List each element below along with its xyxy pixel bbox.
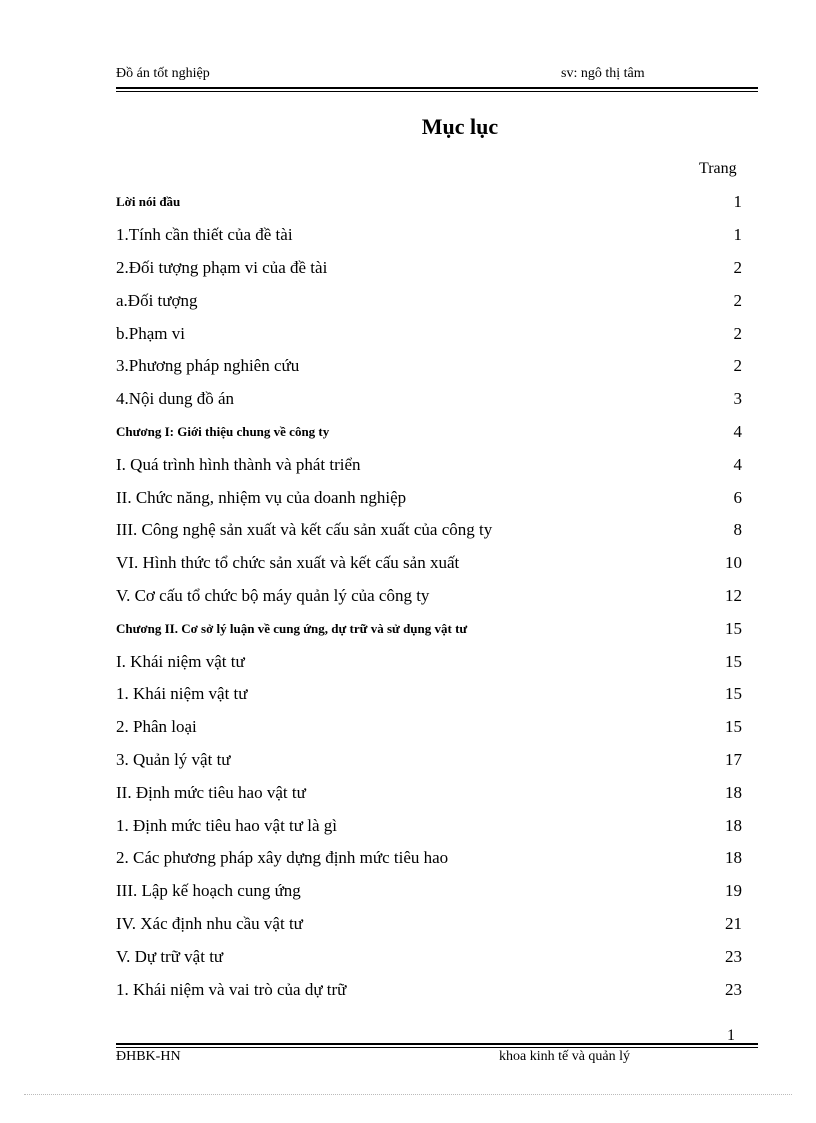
toc-entry-label: 3. Quản lý vật tư bbox=[116, 749, 231, 769]
toc-entry-page: 17 bbox=[725, 749, 742, 769]
toc-entry-label: VI. Hình thức tổ chức sản xuất và kết cấu sản xuất bbox=[116, 553, 460, 573]
toc-entry bbox=[116, 908, 742, 941]
toc-entry bbox=[116, 940, 742, 973]
toc-entry bbox=[116, 350, 742, 383]
toc-entry bbox=[116, 481, 742, 514]
toc-entry bbox=[116, 317, 742, 350]
toc-entry-page: 15 bbox=[725, 717, 742, 737]
toc-chapter-entry bbox=[116, 186, 742, 219]
toc-entry-page: 19 bbox=[725, 881, 742, 901]
footer-rule-top bbox=[116, 1043, 758, 1045]
toc-entry bbox=[116, 711, 742, 744]
toc-entry-label: 1. Khái niệm và vai trò của dự trữ bbox=[116, 979, 347, 999]
toc-entry-page: 18 bbox=[725, 848, 742, 868]
header-right-text: sv: ngô thị tâm bbox=[561, 66, 645, 81]
toc-entry-page: 1 bbox=[733, 192, 742, 212]
toc-entry bbox=[116, 973, 742, 1006]
toc-entry bbox=[116, 580, 742, 613]
toc-entry-page: 23 bbox=[725, 946, 742, 966]
toc-entry bbox=[116, 744, 742, 777]
toc-entry-label: a.Đối tượng bbox=[116, 290, 198, 310]
toc-entry-label: 2.Đối tượng phạm vi của đề tài bbox=[116, 257, 328, 277]
header-left-text: Đồ án tốt nghiệp bbox=[116, 66, 210, 81]
header-rule-bottom bbox=[116, 91, 758, 92]
toc-entry-page: 2 bbox=[733, 356, 742, 376]
page-title: Mục lục bbox=[421, 114, 499, 139]
toc-entry-page: 15 bbox=[725, 684, 742, 704]
toc-entry-page: 18 bbox=[725, 815, 742, 835]
toc-entry bbox=[116, 547, 742, 580]
toc-entry-label: 4.Nội dung đồ án bbox=[116, 389, 235, 409]
toc-entry-page: 4 bbox=[733, 454, 742, 474]
footer-rule-bottom bbox=[116, 1047, 758, 1048]
toc-entry-label: Chương II. Cơ sở lý luận về cung ứng, dự trữ và sử dụng vật tư bbox=[116, 620, 468, 636]
toc-entry-label: III. Lập kế hoạch cung ứng bbox=[116, 881, 301, 901]
toc-entry bbox=[116, 219, 742, 252]
toc-entry-page: 4 bbox=[733, 421, 742, 441]
toc-entry bbox=[116, 875, 742, 908]
toc-entry bbox=[116, 678, 742, 711]
toc-entry-label: Chương I: Giới thiệu chung về công ty bbox=[116, 423, 330, 439]
page-edge-divider bbox=[24, 1094, 792, 1095]
toc-entry-label: I. Khái niệm vật tư bbox=[116, 651, 245, 671]
page-number: 1 bbox=[727, 1027, 735, 1044]
toc-entry-label: II. Chức năng, nhiệm vụ của doanh nghiệp bbox=[116, 487, 407, 507]
footer-left-text: ĐHBK-HN bbox=[116, 1049, 181, 1064]
toc-entry bbox=[116, 809, 742, 842]
toc-entry-page: 2 bbox=[733, 257, 742, 277]
toc-entry-page: 6 bbox=[733, 487, 742, 507]
toc-entry-page: 23 bbox=[725, 979, 742, 999]
toc-entry bbox=[116, 842, 742, 875]
toc-entry-label: III. Công nghệ sản xuất và kết cấu sản xuất của công ty bbox=[116, 520, 493, 540]
toc-entry-page: 2 bbox=[733, 290, 742, 310]
toc-entry-page: 10 bbox=[725, 553, 742, 573]
toc-entry-page: 1 bbox=[733, 225, 742, 245]
toc-chapter-entry bbox=[116, 416, 742, 449]
toc-entry bbox=[116, 383, 742, 416]
toc-entry-page: 12 bbox=[725, 585, 742, 605]
toc-entry-label: V. Dự trữ vật tư bbox=[116, 946, 224, 966]
toc-entry-page: 8 bbox=[733, 520, 742, 540]
toc-entry bbox=[116, 514, 742, 547]
toc-entry bbox=[116, 252, 742, 285]
toc-entry bbox=[116, 448, 742, 481]
toc-entry-label: 3.Phương pháp nghiên cứu bbox=[116, 356, 300, 376]
toc-entry bbox=[116, 645, 742, 678]
table-of-contents bbox=[116, 186, 742, 1006]
toc-entry bbox=[116, 284, 742, 317]
toc-entry-page: 21 bbox=[725, 913, 742, 933]
toc-entry-label: I. Quá trình hình thành và phát triển bbox=[116, 454, 361, 474]
toc-chapter-entry bbox=[116, 612, 742, 645]
toc-entry-label: 1.Tính cần thiết của đề tài bbox=[116, 225, 293, 245]
header-rule-top bbox=[116, 87, 758, 89]
toc-entry-page: 15 bbox=[725, 651, 742, 671]
footer-right-text: khoa kinh tế và quản lý bbox=[499, 1049, 631, 1064]
toc-entry bbox=[116, 776, 742, 809]
toc-entry-label: 2. Các phương pháp xây dựng định mức tiêu hao bbox=[116, 848, 449, 868]
toc-entry-page: 3 bbox=[733, 389, 742, 409]
toc-entry-label: II. Định mức tiêu hao vật tư bbox=[116, 782, 306, 802]
toc-entry-label: Lời nói đầu bbox=[116, 194, 181, 210]
toc-entry-page: 15 bbox=[725, 618, 742, 638]
toc-entry-label: IV. Xác định nhu cầu vật tư bbox=[116, 913, 303, 933]
toc-entry-label: b.Phạm vi bbox=[116, 323, 185, 343]
toc-entry-label: V. Cơ cấu tổ chức bộ máy quản lý của công ty bbox=[116, 585, 430, 605]
toc-entry-label: 2. Phân loại bbox=[116, 717, 197, 737]
page-column-label: Trang bbox=[699, 160, 737, 177]
toc-entry-label: 1. Khái niệm vật tư bbox=[116, 684, 248, 704]
toc-entry-page: 18 bbox=[725, 782, 742, 802]
toc-entry-page: 2 bbox=[733, 323, 742, 343]
toc-entry-label: 1. Định mức tiêu hao vật tư là gì bbox=[116, 815, 337, 835]
